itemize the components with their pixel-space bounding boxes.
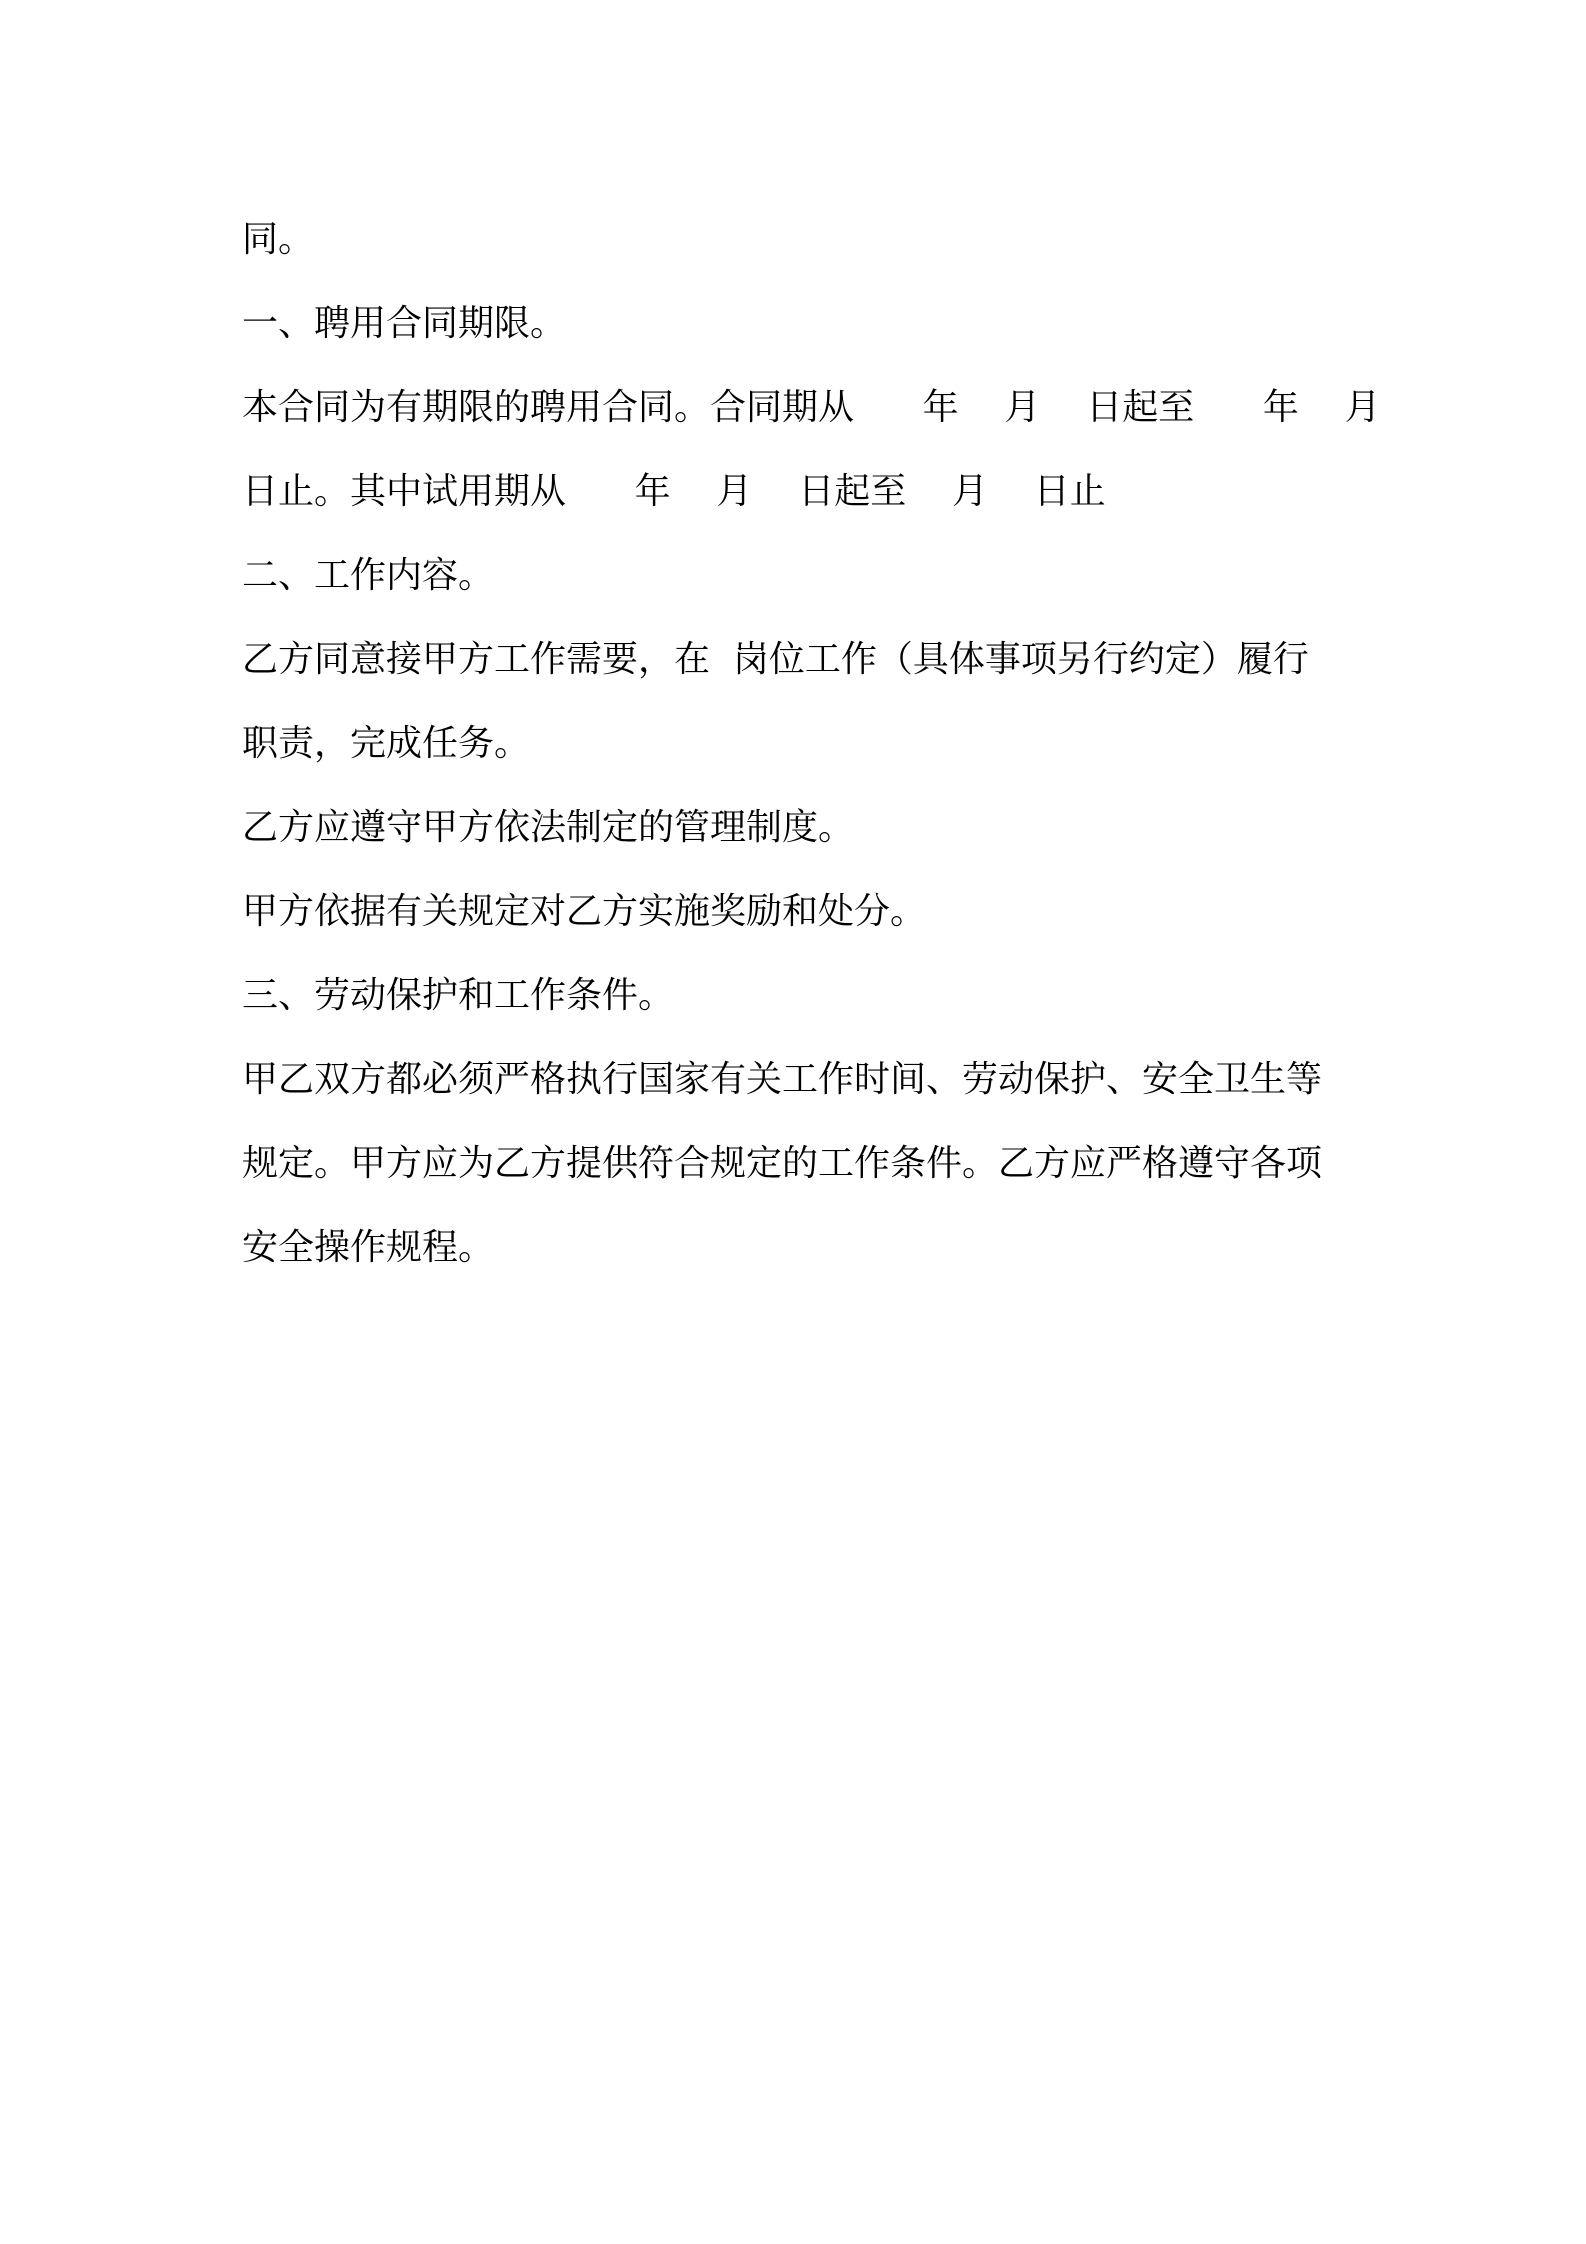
text-line-4: 日止。其中试用期从 年 月 日起至 月 日止: [242, 471, 1106, 512]
section-heading-1: 一、聘用合同期限。: [242, 303, 567, 344]
document-body: [242, 198, 1381, 1290]
text-line-3: 本合同为有期限的聘用合同。合同期从 年 月 日起至 年 月: [242, 387, 1381, 428]
text-line-6: 乙方同意接甲方工作需要，在 岗位工作（具体事项另行约定）履行: [242, 639, 1309, 680]
text-line-11: 甲乙双方都必须严格执行国家有关工作时间、劳动保护、安全卫生等: [242, 1059, 1323, 1100]
section-heading-3: 三、劳动保护和工作条件。: [242, 975, 675, 1016]
text-line-8: 乙方应遵守甲方依法制定的管理制度。: [242, 807, 855, 848]
text-line-12: 规定。甲方应为乙方提供符合规定的工作条件。乙方应严格遵守各项: [242, 1143, 1323, 1184]
text-line-13: 安全操作规程。: [242, 1227, 495, 1268]
text-line-1: 同。: [242, 219, 315, 260]
section-heading-2: 二、工作内容。: [242, 555, 495, 596]
text-line-7: 职责，完成任务。: [242, 723, 531, 764]
text-line-9: 甲方依据有关规定对乙方实施奖励和处分。: [242, 891, 927, 932]
